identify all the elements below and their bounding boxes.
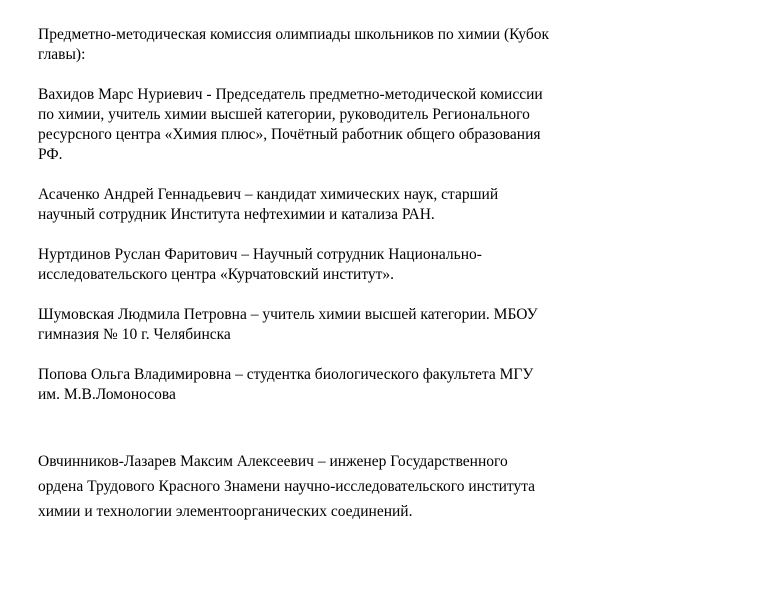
member-ovchinnikov-lazarev [38, 449, 648, 524]
commission-heading [38, 25, 648, 65]
paragraph-spacer [38, 225, 648, 245]
member-popova [38, 365, 648, 405]
document-page [38, 25, 648, 524]
paragraph-spacer [38, 345, 648, 365]
member-line: Шумовская Людмила Петровна – учитель химии высшей категории. МБОУ [38, 306, 538, 323]
member-line: Попова Ольга Владимировна – студентка биологического факультета МГУ [38, 366, 534, 383]
member-line: научный сотрудник Института нефтехимии и катализа РАН. [38, 206, 435, 223]
member-line: им. М.В.Ломоносова [38, 386, 176, 403]
member-asachenko [38, 185, 648, 225]
paragraph-spacer [38, 405, 648, 449]
member-line: химии и технологии элементоорганических соединений. [38, 503, 413, 520]
member-line: гимназия № 10 г. Челябинска [38, 326, 231, 343]
heading-line: главы): [38, 46, 86, 63]
member-line: Овчинников-Лазарев Максим Алексеевич – инженер Государственного [38, 453, 508, 470]
member-shumovskaya [38, 305, 648, 345]
heading-line: Предметно-методическая комиссия олимпиады школьников по химии (Кубок [38, 26, 550, 43]
paragraph-spacer [38, 285, 648, 305]
member-vakhidov [38, 85, 648, 165]
member-line: ордена Трудового Красного Знамени научно-исследовательского института [38, 478, 536, 495]
member-nurtdinov [38, 245, 648, 285]
paragraph-spacer [38, 65, 648, 85]
member-line: Нуртдинов Руслан Фаритович – Научный сотрудник Национально- [38, 246, 482, 263]
member-line: Асаченко Андрей Геннадьевич – кандидат химических наук, старший [38, 186, 499, 203]
member-line: РФ. [38, 146, 63, 163]
member-line: исследовательского центра «Курчатовский институт». [38, 266, 395, 283]
paragraph-spacer [38, 165, 648, 185]
member-line: ресурсного центра «Химия плюс», Почётный работник общего образования [38, 126, 541, 143]
member-line: Вахидов Марс Нуриевич - Председатель предметно-методической комиссии [38, 86, 543, 103]
member-line: по химии, учитель химии высшей категории, руководитель Регионального [38, 106, 530, 123]
